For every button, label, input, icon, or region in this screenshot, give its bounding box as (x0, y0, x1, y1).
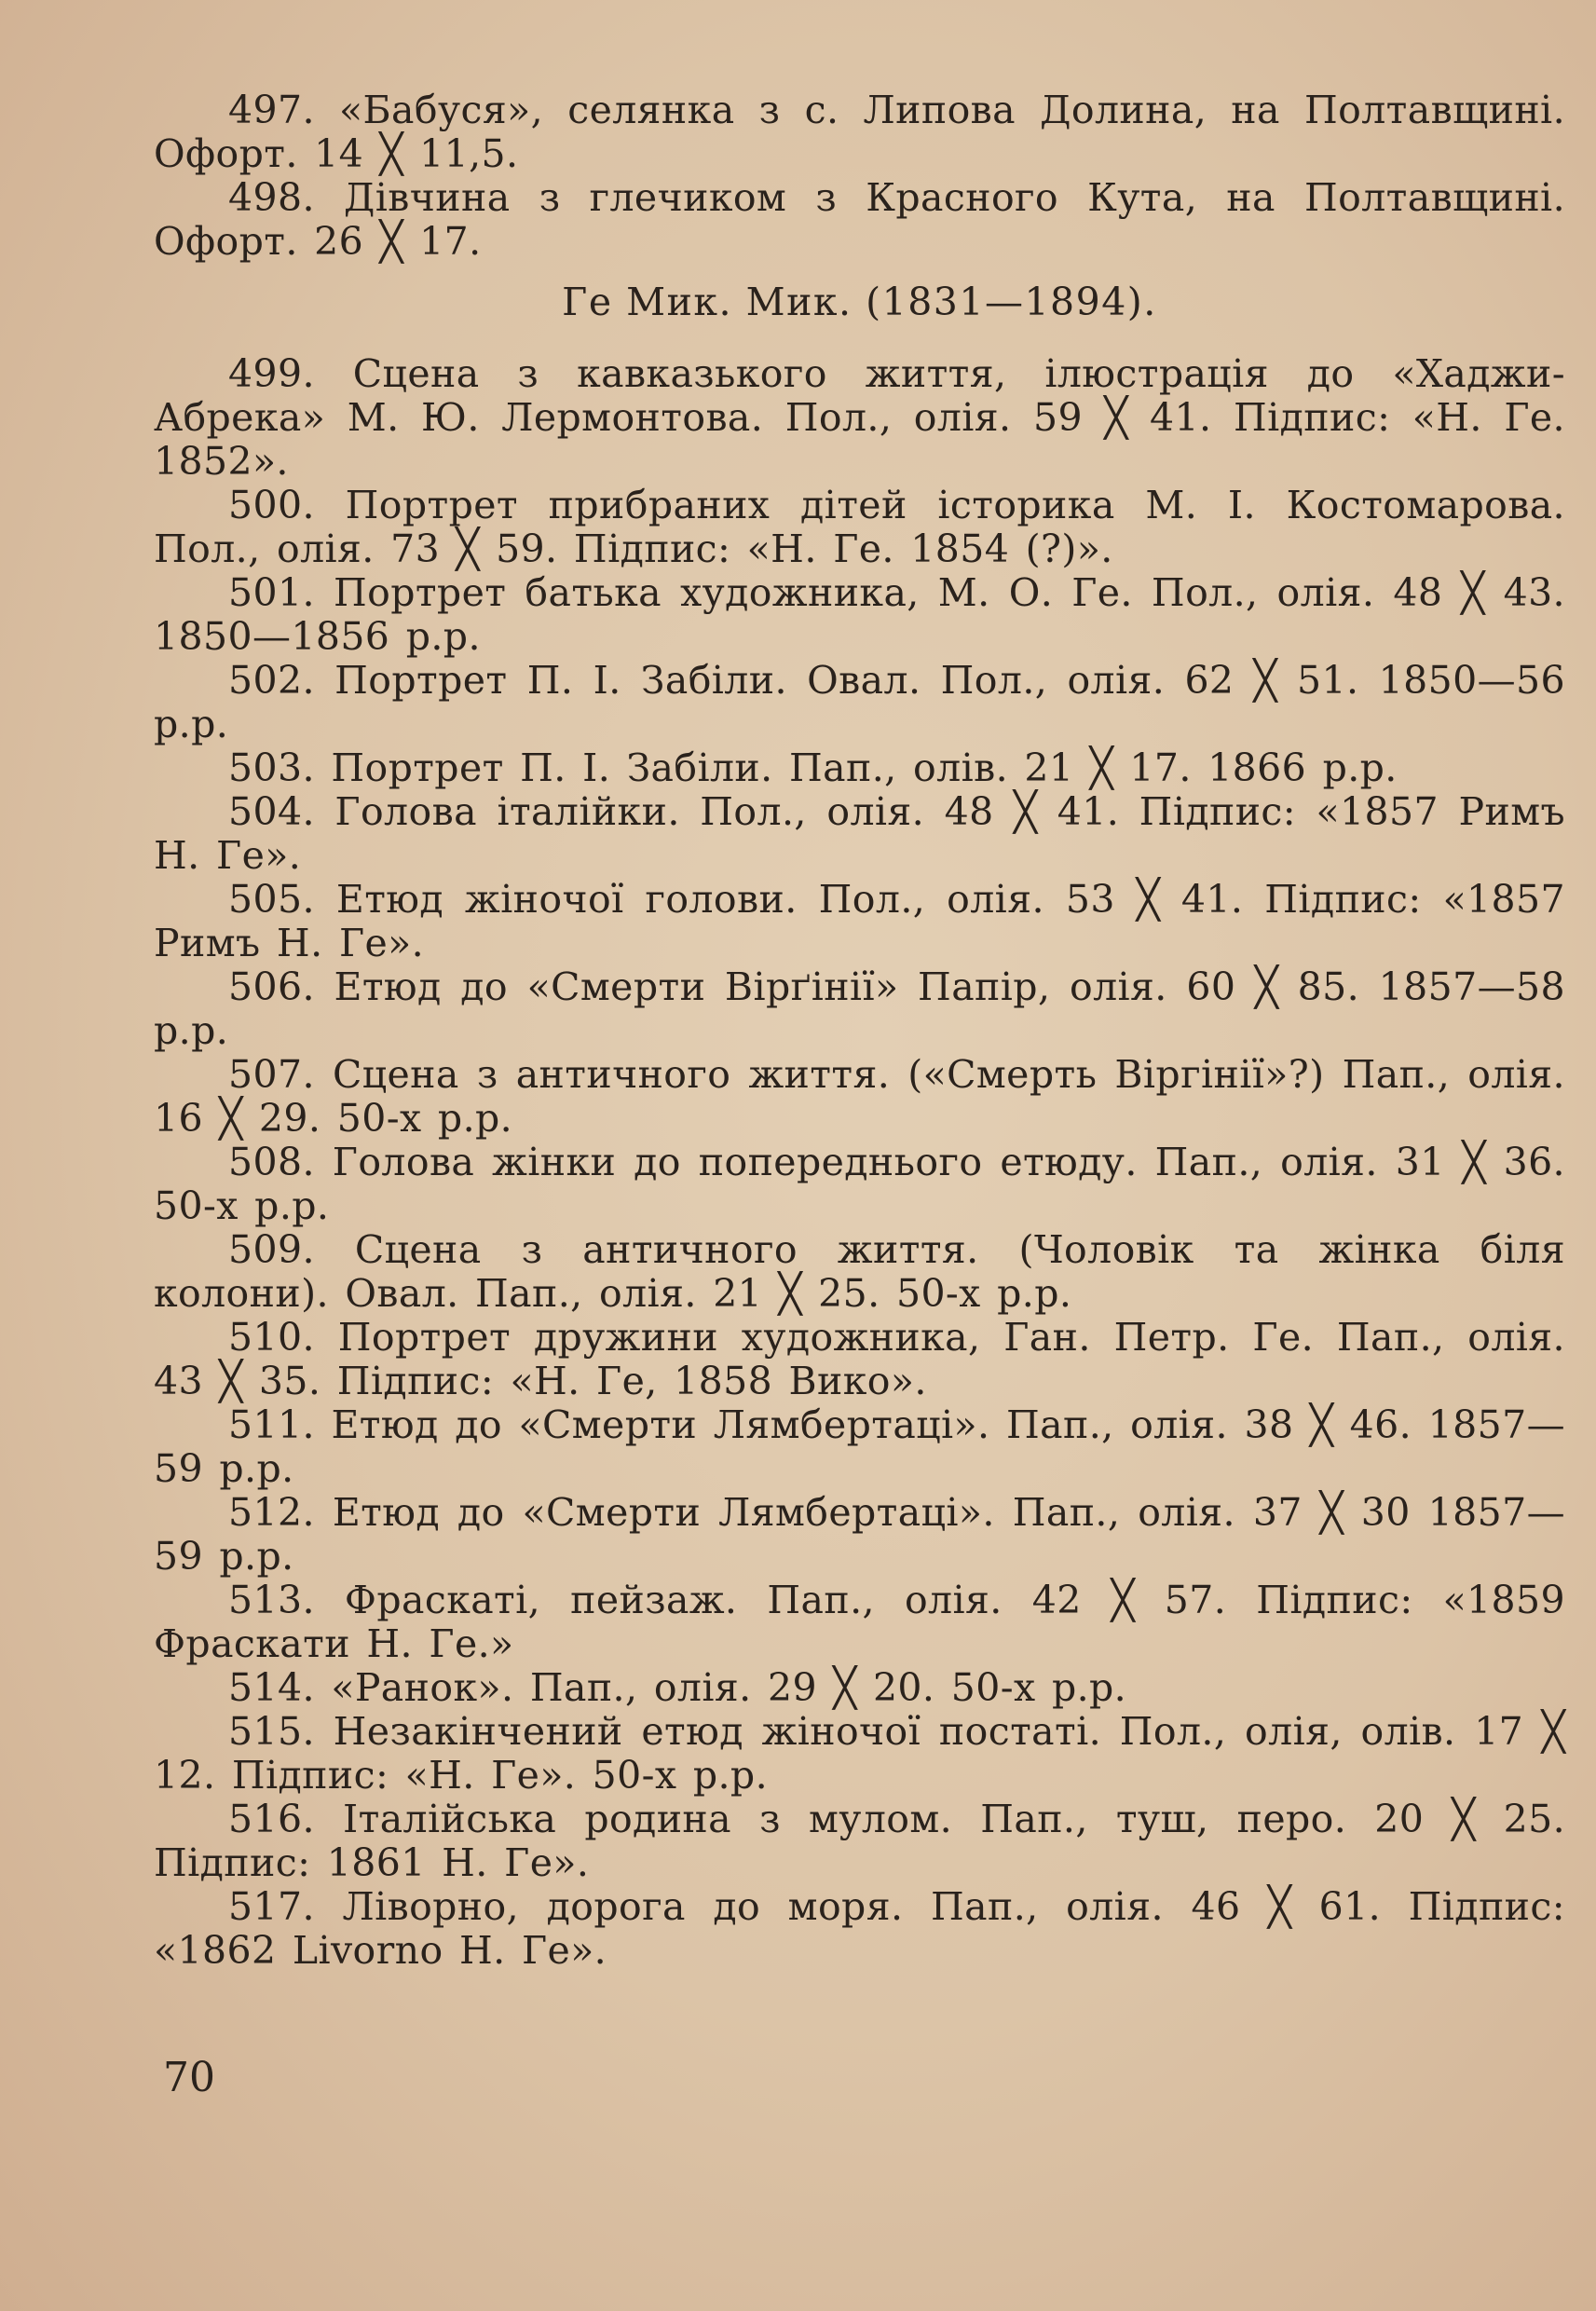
catalog-entry (154, 1666, 1565, 1710)
catalog-entry (154, 965, 1565, 1053)
catalog-entry (154, 1885, 1565, 1973)
entry-text: Сцена з античного життя. («Смерть Віргінії»?) Пап., олія. 16 ╳ 29. 50-х р.р. (154, 1052, 1565, 1141)
catalog-entry (154, 1316, 1565, 1403)
entry-text: Сцена з кавказького життя, ілюстрація до «Хаджи-Абрека» М. Ю. Лермонтова. Пол., олія. 59 ╳ 41. Підпис: «Н. Ге. 1852». (154, 351, 1566, 484)
artist-heading: Ге Мик. Мик. (1831—1894). (562, 280, 1157, 324)
entry-number: 505. (228, 877, 315, 922)
entry-number: 513. (228, 1578, 315, 1622)
entry-text: Сцена з античного життя. (Чоловік та жінка біля колони). Овал. Пап., олія. 21 ╳ 25. 50-х р.р. (154, 1227, 1565, 1316)
entry-text: Етюд до «Смерти Лямбертаці». Пап., олія. 37 ╳ 30 1857—59 р.р. (154, 1490, 1565, 1579)
catalog-entry (154, 878, 1565, 965)
entry-number: 499. (228, 351, 315, 396)
catalog-entry (154, 1141, 1565, 1228)
catalog-entry (154, 1491, 1565, 1579)
entry-text: «Ранок». Пап., олія. 29 ╳ 20. 50-х р.р. (331, 1665, 1127, 1710)
catalog-entry (154, 1710, 1565, 1798)
entry-text: Голова жінки до попереднього етюду. Пап., олія. 31 ╳ 36. 50-х р.р. (154, 1140, 1565, 1228)
catalog-entry (154, 1053, 1565, 1141)
catalog-entry (154, 1228, 1565, 1316)
entry-number: 503. (228, 745, 315, 790)
catalog-entry (154, 746, 1565, 790)
catalog-entry (154, 484, 1565, 571)
entry-text: Етюд до «Смерти Лямбертаці». Пап., олія. 38 ╳ 46. 1857—59 р.р. (154, 1402, 1565, 1491)
entry-number: 509. (228, 1227, 315, 1272)
entry-number: 497. (228, 88, 315, 132)
entry-text: Дівчина з глечиком з Красного Кута, на Полтавщині. Офорт. 26 ╳ 17. (154, 175, 1565, 264)
entry-text: Портрет прибраних дітей історика М. І. Костомарова. Пол., олія. 73 ╳ 59. Підпис: «Н. Ге. 1854 (?)». (154, 483, 1565, 571)
entry-number: 510. (228, 1315, 315, 1360)
entry-text: Італійська родина з мулом. Пап., туш, перо. 20 ╳ 25. Підпис: 1861 Н. Ге». (154, 1797, 1566, 1885)
page-number: 70 (163, 2054, 215, 2101)
entry-number: 511. (228, 1402, 315, 1447)
catalog-entry (154, 790, 1565, 878)
entry-number: 517. (228, 1884, 315, 1929)
entry-number: 516. (228, 1797, 315, 1841)
entry-text: Портрет дружини художника, Ган. Петр. Ге. Пап., олія. 43 ╳ 35. Підпис: «Н. Ге, 1858 Вико». (154, 1315, 1565, 1403)
entries-list (154, 352, 1565, 1973)
catalog-entry (154, 1798, 1565, 1885)
entry-number: 500. (228, 483, 315, 527)
entry-text: Голова італійки. Пол., олія. 48 ╳ 41. Підпис: «1857 Римъ Н. Ге». (154, 789, 1565, 878)
entry-number: 508. (228, 1140, 315, 1184)
entry-number: 506. (228, 964, 315, 1009)
entry-number: 515. (228, 1709, 315, 1754)
catalog-entry-498 (154, 176, 1565, 264)
catalog-entry (154, 1579, 1565, 1666)
entry-number: 514. (228, 1665, 315, 1710)
catalog-text (154, 89, 1565, 1973)
catalog-entry (154, 659, 1565, 746)
catalog-entry (154, 1403, 1565, 1491)
entry-number: 498. (228, 175, 315, 220)
entry-text: Етюд до «Смерти Вірґінії» Папір, олія. 60 ╳ 85. 1857—58 р.р. (154, 964, 1565, 1053)
entry-text: Портрет батька художника, М. О. Ге. Пол., олія. 48 ╳ 43. 1850—1856 р.р. (154, 570, 1565, 659)
entry-text: Фраскаті, пейзаж. Пап., олія. 42 ╳ 57. Підпис: «1859 Фраскати Н. Ге.» (154, 1578, 1565, 1666)
entry-number: 501. (228, 570, 315, 615)
catalog-entry (154, 571, 1565, 659)
catalog-entry-497 (154, 89, 1565, 176)
entry-text: Незакінчений етюд жіночої постаті. Пол., олія, олів. 17 ╳ 12. Підпис: «Н. Ге». 50-х р.р. (154, 1709, 1565, 1798)
entry-number: 512. (228, 1490, 315, 1535)
entry-number: 502. (228, 658, 315, 703)
entry-text: «Бабуся», селянка з с. Липова Долина, на Полтавщині. Офорт. 14 ╳ 11,5. (154, 88, 1565, 176)
entry-text: Портрет П. І. Забіли. Овал. Пол., олія. 62 ╳ 51. 1850—56 р.р. (154, 658, 1565, 746)
entry-text: Ліворно, дорога до моря. Пап., олія. 46 ╳ 61. Підпис: «1862 Livorno Н. Ге». (154, 1884, 1565, 1973)
catalog-entry (154, 352, 1565, 484)
entry-number: 507. (228, 1052, 315, 1097)
entry-number: 504. (228, 789, 315, 834)
entry-text: Портрет П. І. Забіли. Пап., олів. 21 ╳ 17. 1866 р.р. (331, 745, 1398, 790)
entry-text: Етюд жіночої голови. Пол., олія. 53 ╳ 41. Підпис: «1857 Римъ Н. Ге». (154, 877, 1565, 965)
